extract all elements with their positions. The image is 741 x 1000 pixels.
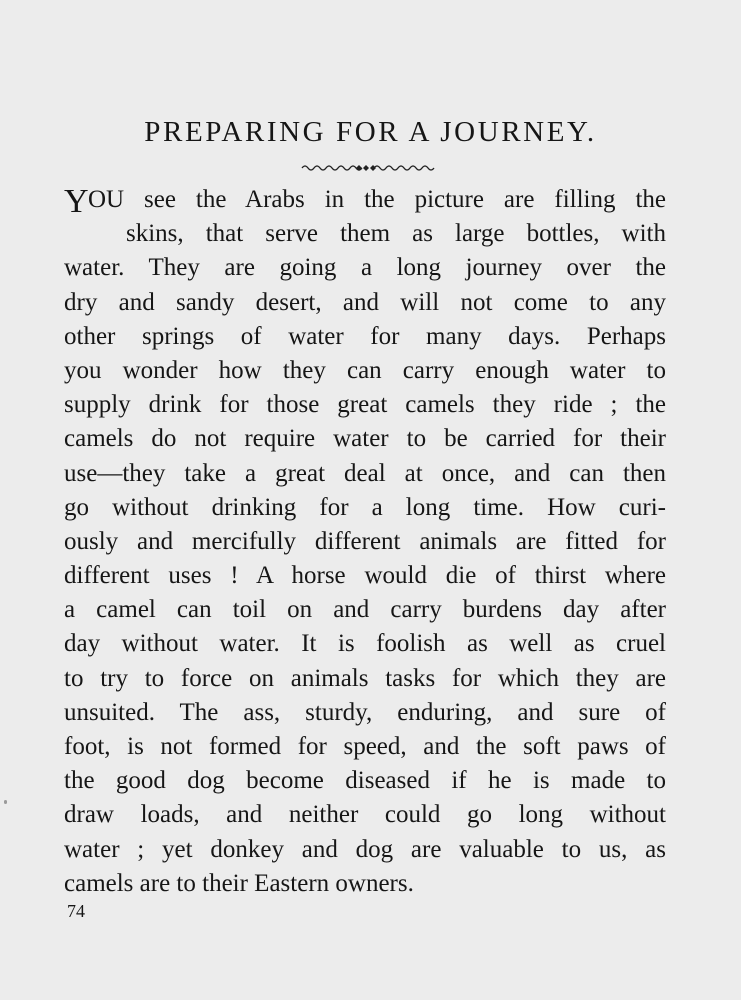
wavy-rule-ornament-icon: [300, 160, 436, 176]
text-line: use—they take a great deal at once, and can then: [64, 459, 666, 487]
text-line: ously and mercifully different animals are fitted for: [64, 527, 666, 555]
text-line: foot, is not formed for speed, and the soft paws of: [64, 733, 666, 760]
text-line: go without drinking for a long time. How curi-: [64, 493, 666, 521]
text-line: dry and sandy desert, and will not come to any: [64, 288, 666, 316]
body-text: [64, 183, 666, 901]
text-line: you wonder how they can carry enough water to: [64, 356, 666, 384]
page-title: PREPARING FOR A JOURNEY.: [144, 116, 597, 148]
first-line: [64, 183, 666, 220]
text-line: water. They are going a long journey over the: [64, 254, 666, 282]
text-line: water ; yet donkey and dog are valuable to us, as: [64, 835, 666, 863]
page-number: 74: [67, 901, 85, 921]
text-line: a camel can toil on and carry burdens day after: [64, 596, 666, 624]
text-line: unsuited. The ass, sturdy, enduring, and sure of: [64, 698, 666, 726]
text-line: day without water. It is foolish as well as cruel: [64, 630, 666, 658]
text-line: different uses ! A horse would die of thirst where: [64, 562, 666, 590]
paper-speck: [4, 800, 7, 804]
text-line: supply drink for those great camels they ride ; the: [64, 391, 666, 419]
text-line: to try to force on animals tasks for which they are: [64, 664, 666, 692]
text-line: OU see the Arabs in the picture are filling the: [88, 186, 666, 213]
text-line: draw loads, and neither could go long without: [64, 801, 666, 829]
drop-cap: Y: [64, 183, 89, 220]
text-line: skins, that serve them as large bottles, with: [126, 220, 666, 248]
text-line-last: camels are to their Eastern owners.: [64, 869, 414, 897]
text-line: the good dog become diseased if he is made to: [64, 767, 666, 795]
text-line: other springs of water for many days. Perhaps: [64, 322, 666, 350]
text-line: camels do not require water to be carried for their: [64, 425, 666, 453]
